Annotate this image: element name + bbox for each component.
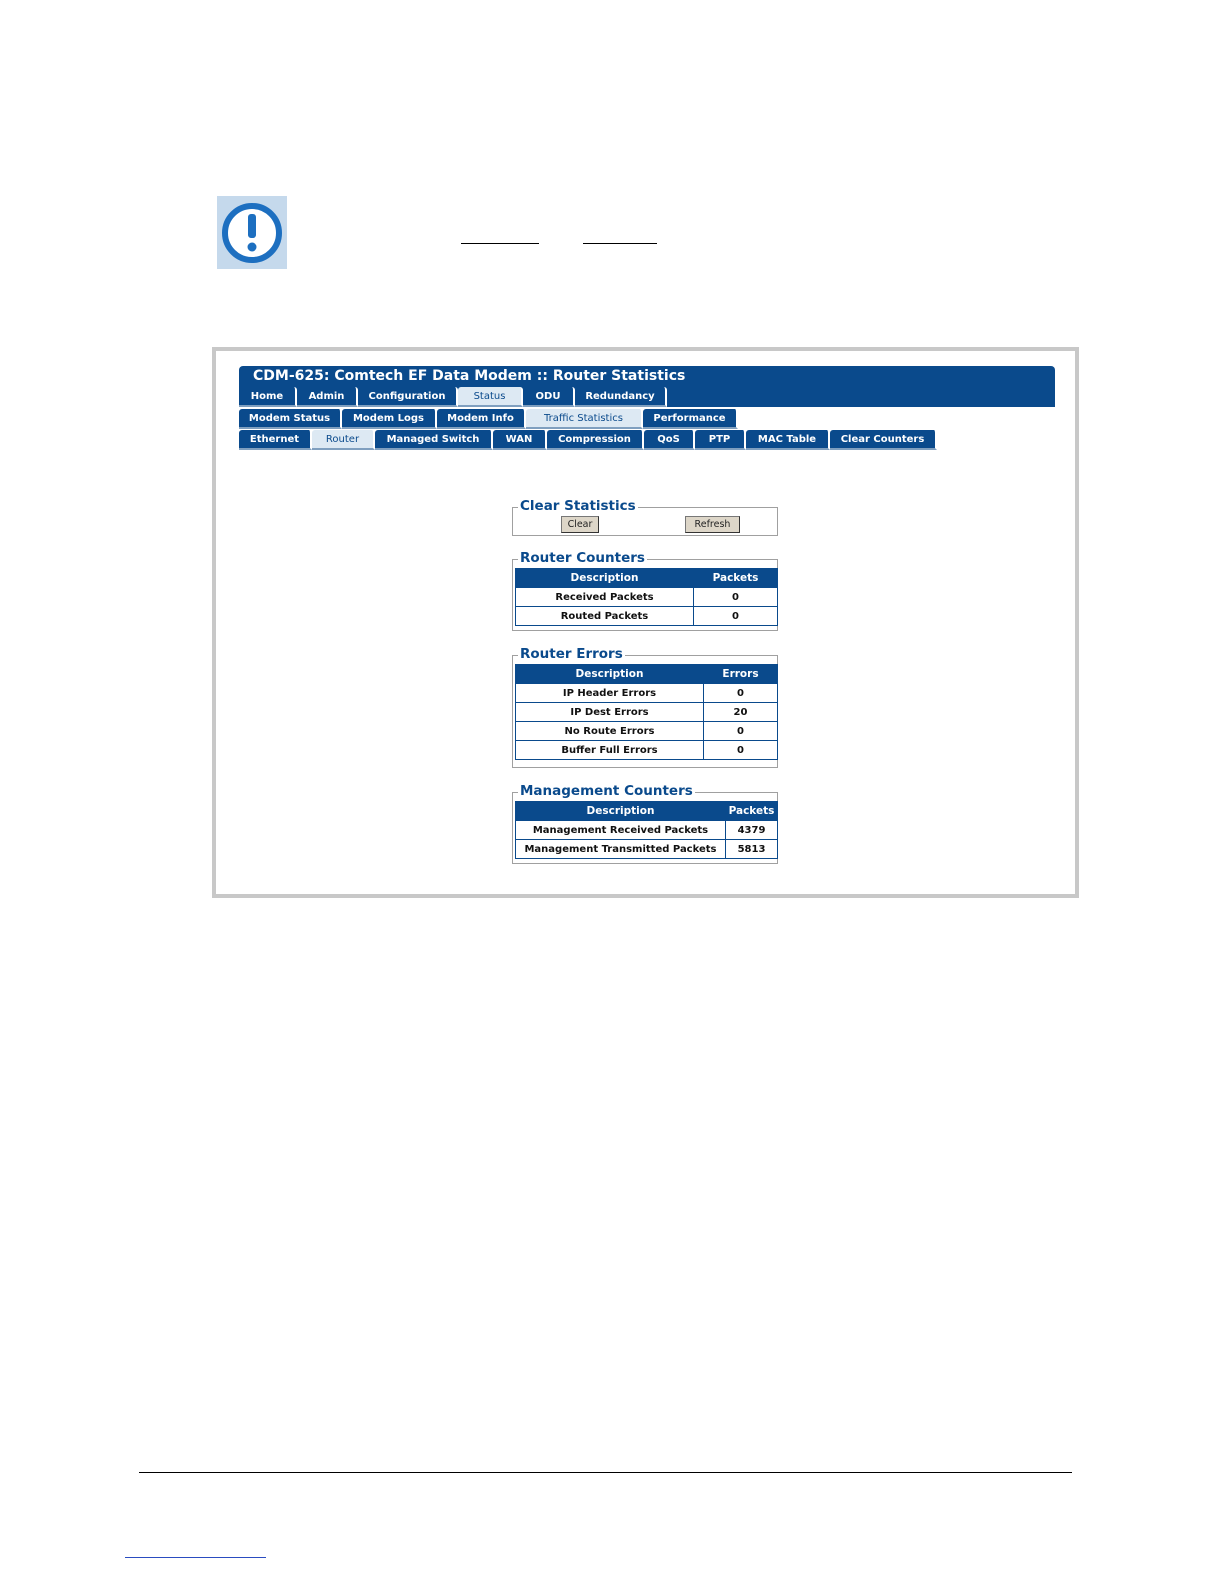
tab-modem-status[interactable]: Modem Status [239, 409, 342, 429]
clear-button[interactable]: Clear [561, 516, 599, 533]
footer-link-underline [125, 1557, 266, 1558]
router-errors-table [515, 664, 778, 760]
page-title: CDM-625: Comtech EF Data Modem :: Router Statistics [239, 366, 1055, 387]
row-description: Received Packets [516, 588, 694, 607]
router-errors-group [512, 646, 778, 768]
router-counters-legend: Router Counters [520, 550, 645, 566]
row-value: 0 [704, 684, 778, 703]
row-description: No Route Errors [516, 722, 704, 741]
row-description: Routed Packets [516, 607, 694, 626]
table-row [516, 607, 778, 626]
footer-divider [139, 1472, 1072, 1473]
tab-wan[interactable]: WAN [493, 430, 547, 450]
table-header-row [516, 665, 778, 684]
table-row [516, 821, 778, 840]
row-value: 0 [694, 607, 778, 626]
row-description: Management Received Packets [516, 821, 726, 840]
tab-odu[interactable]: ODU [523, 387, 575, 407]
tab-mac-table[interactable]: MAC Table [746, 430, 830, 450]
tab-ptp[interactable]: PTP [695, 430, 746, 450]
underlined-text-1 [461, 243, 539, 244]
management-counters-group [512, 783, 778, 864]
tab-traffic-statistics[interactable]: Traffic Statistics [526, 409, 643, 429]
tab-status[interactable]: Status [458, 387, 523, 407]
column-header: Description [516, 569, 694, 588]
table-row [516, 684, 778, 703]
nav-row-main [239, 387, 1055, 407]
tab-modem-logs[interactable]: Modem Logs [342, 409, 437, 429]
column-header: Description [516, 802, 726, 821]
management-counters-legend: Management Counters [520, 783, 693, 799]
column-header: Description [516, 665, 704, 684]
row-description: Buffer Full Errors [516, 741, 704, 760]
router-counters-table [515, 568, 778, 626]
row-value: 0 [704, 741, 778, 760]
nav-row-traffic [239, 430, 937, 450]
screenshot-frame [212, 347, 1079, 898]
row-value: 20 [704, 703, 778, 722]
refresh-button[interactable]: Refresh [685, 516, 740, 533]
tab-managed-switch[interactable]: Managed Switch [375, 430, 493, 450]
exclamation-circle-icon [217, 196, 287, 269]
row-value: 0 [704, 722, 778, 741]
tab-home[interactable]: Home [239, 387, 297, 407]
row-value: 0 [694, 588, 778, 607]
tab-qos[interactable]: QoS [644, 430, 695, 450]
tab-clear-counters[interactable]: Clear Counters [830, 430, 937, 450]
row-description: IP Dest Errors [516, 703, 704, 722]
column-header: Packets [726, 802, 778, 821]
clear-statistics-legend: Clear Statistics [520, 498, 636, 514]
management-counters-table [515, 801, 778, 859]
tab-modem-info[interactable]: Modem Info [437, 409, 526, 429]
tab-router[interactable]: Router [312, 430, 375, 450]
table-row [516, 840, 778, 859]
column-header: Packets [694, 569, 778, 588]
row-description: IP Header Errors [516, 684, 704, 703]
underlined-text-2 [583, 243, 657, 244]
table-row [516, 703, 778, 722]
clear-statistics-group [512, 498, 778, 536]
table-row [516, 741, 778, 760]
table-header-row [516, 802, 778, 821]
tab-compression[interactable]: Compression [547, 430, 644, 450]
table-row [516, 722, 778, 741]
row-value: 5813 [726, 840, 778, 859]
table-row [516, 588, 778, 607]
tab-redundancy[interactable]: Redundancy [575, 387, 667, 407]
router-counters-group [512, 550, 778, 631]
column-header: Errors [704, 665, 778, 684]
row-description: Management Transmitted Packets [516, 840, 726, 859]
row-value: 4379 [726, 821, 778, 840]
tab-configuration[interactable]: Configuration [358, 387, 458, 407]
router-errors-legend: Router Errors [520, 646, 623, 662]
nav-row-status [239, 409, 738, 429]
table-header-row [516, 569, 778, 588]
tab-ethernet[interactable]: Ethernet [239, 430, 312, 450]
tab-admin[interactable]: Admin [297, 387, 358, 407]
tab-performance[interactable]: Performance [643, 409, 738, 429]
